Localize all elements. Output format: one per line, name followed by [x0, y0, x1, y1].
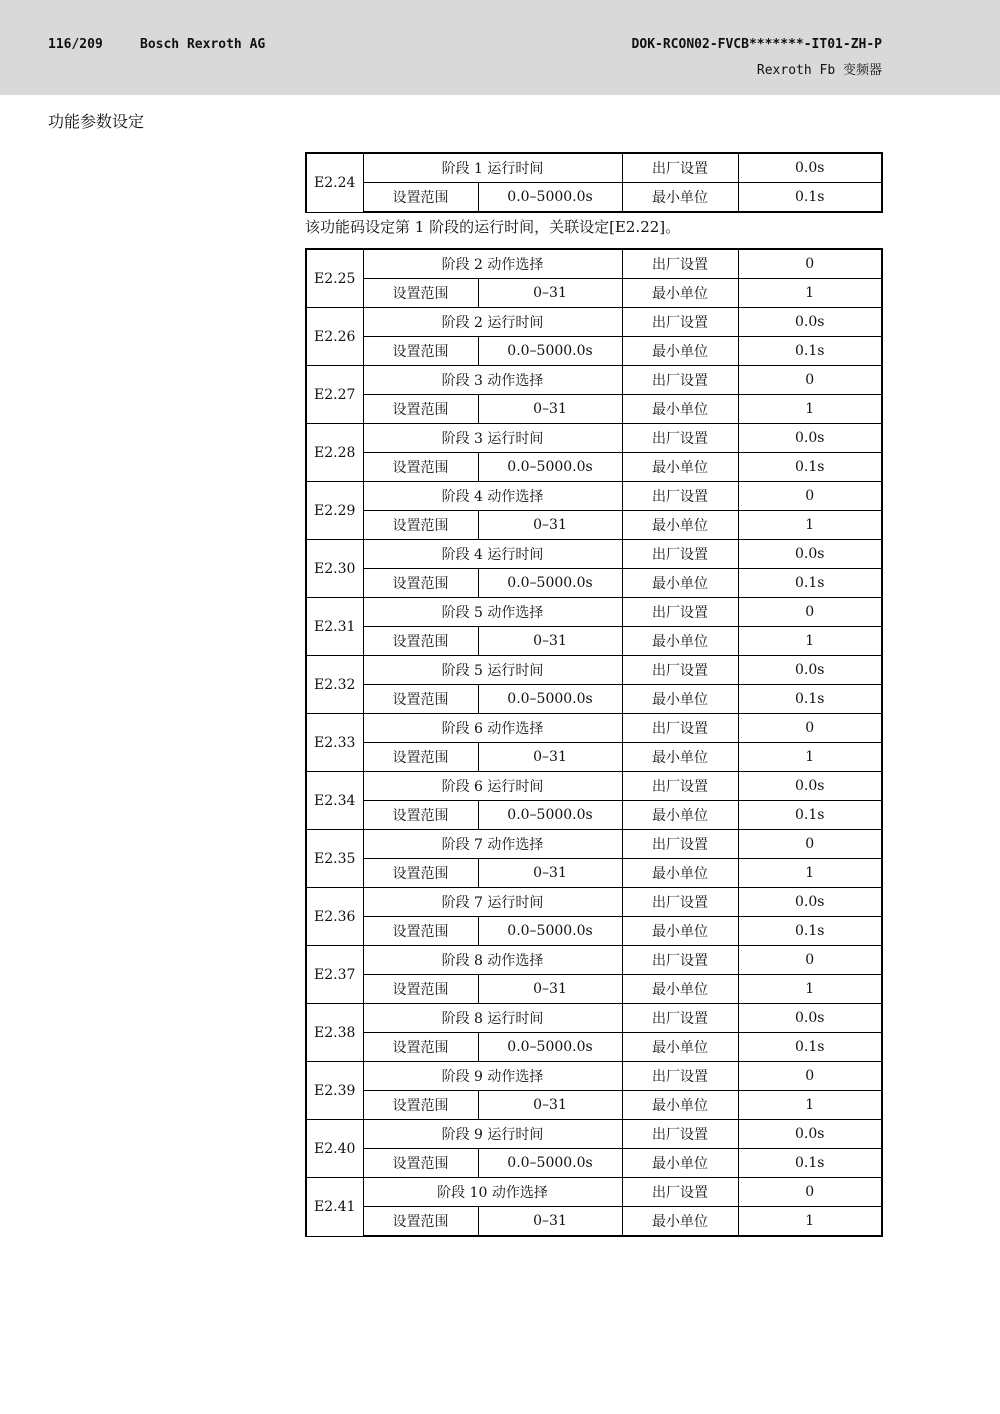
company-name: Bosch Rexroth AG [140, 37, 266, 52]
range-label: 设置范围 [363, 395, 478, 424]
page-header [0, 0, 1000, 95]
unit-label: 最小单位 [622, 1149, 738, 1178]
table-row [306, 1004, 882, 1033]
range-label: 设置范围 [363, 183, 478, 213]
unit-value: 0.1s [738, 337, 882, 366]
unit-label: 最小单位 [622, 627, 738, 656]
param-code: E2.29 [306, 482, 363, 540]
factory-label: 出厂设置 [622, 366, 738, 395]
unit-value: 1 [738, 627, 882, 656]
param-code: E2.28 [306, 424, 363, 482]
factory-label: 出厂设置 [622, 249, 738, 279]
unit-label: 最小单位 [622, 1207, 738, 1237]
table-row [306, 153, 882, 183]
factory-value: 0 [738, 482, 882, 511]
param-code: E2.24 [306, 153, 363, 212]
parameter-table-e2-24 [305, 152, 883, 213]
factory-value: 0 [738, 1062, 882, 1091]
factory-value: 0 [738, 714, 882, 743]
factory-label: 出厂设置 [622, 888, 738, 917]
factory-label: 出厂设置 [622, 153, 738, 183]
unit-label: 最小单位 [622, 279, 738, 308]
section-title: 功能参数设定 [48, 112, 145, 131]
unit-value: 0.1s [738, 1149, 882, 1178]
factory-value: 0 [738, 366, 882, 395]
range-label: 设置范围 [363, 975, 478, 1004]
table-row [306, 395, 882, 424]
factory-label: 出厂设置 [622, 1178, 738, 1207]
unit-label: 最小单位 [622, 801, 738, 830]
factory-value: 0.0s [738, 308, 882, 337]
parameter-table-body [306, 249, 882, 1236]
range-value: 0.0–5000.0s [478, 569, 622, 598]
unit-label: 最小单位 [622, 1033, 738, 1062]
range-label: 设置范围 [363, 801, 478, 830]
table-row [306, 1178, 882, 1207]
param-code: E2.32 [306, 656, 363, 714]
unit-value: 0.1s [738, 801, 882, 830]
range-label: 设置范围 [363, 1149, 478, 1178]
range-value: 0.0–5000.0s [478, 917, 622, 946]
unit-value: 1 [738, 511, 882, 540]
param-name: 阶段 5 运行时间 [363, 656, 622, 685]
table-row [306, 249, 882, 279]
range-label: 设置范围 [363, 1091, 478, 1120]
param-code: E2.40 [306, 1120, 363, 1178]
range-value: 0–31 [478, 395, 622, 424]
param-code: E2.25 [306, 249, 363, 308]
factory-value: 0 [738, 598, 882, 627]
table-row [306, 540, 882, 569]
unit-value: 1 [738, 1091, 882, 1120]
table-row [306, 888, 882, 917]
factory-label: 出厂设置 [622, 482, 738, 511]
table-row [306, 1207, 882, 1237]
range-label: 设置范围 [363, 453, 478, 482]
param-code: E2.33 [306, 714, 363, 772]
range-value: 0.0–5000.0s [478, 685, 622, 714]
factory-label: 出厂设置 [622, 772, 738, 801]
table-row [306, 859, 882, 888]
param-name: 阶段 4 动作选择 [363, 482, 622, 511]
factory-label: 出厂设置 [622, 656, 738, 685]
unit-label: 最小单位 [622, 685, 738, 714]
factory-value: 0.0s [738, 1004, 882, 1033]
factory-value: 0.0s [738, 888, 882, 917]
param-code: E2.39 [306, 1062, 363, 1120]
factory-value: 0.0s [738, 424, 882, 453]
product-name: Rexroth Fb 变频器 [756, 63, 882, 78]
unit-value: 1 [738, 279, 882, 308]
range-label: 设置范围 [363, 743, 478, 772]
table-row [306, 598, 882, 627]
unit-label: 最小单位 [622, 859, 738, 888]
table-row [306, 627, 882, 656]
table-row [306, 743, 882, 772]
range-label: 设置范围 [363, 917, 478, 946]
param-name: 阶段 8 运行时间 [363, 1004, 622, 1033]
factory-label: 出厂设置 [622, 1062, 738, 1091]
table-row [306, 1120, 882, 1149]
param-name: 阶段 9 运行时间 [363, 1120, 622, 1149]
table-row [306, 1033, 882, 1062]
table-row [306, 801, 882, 830]
factory-label: 出厂设置 [622, 1120, 738, 1149]
param-code: E2.27 [306, 366, 363, 424]
table-row [306, 453, 882, 482]
param-code: E2.26 [306, 308, 363, 366]
parameter-table-e2-25-to-e2-41 [305, 248, 883, 1237]
param-name: 阶段 7 动作选择 [363, 830, 622, 859]
factory-label: 出厂设置 [622, 308, 738, 337]
unit-label: 最小单位 [622, 337, 738, 366]
param-name: 阶段 1 运行时间 [363, 153, 622, 183]
range-value: 0–31 [478, 1207, 622, 1237]
range-label: 设置范围 [363, 1207, 478, 1237]
param-name: 阶段 8 动作选择 [363, 946, 622, 975]
unit-value: 0.1s [738, 917, 882, 946]
range-label: 设置范围 [363, 859, 478, 888]
param-name: 阶段 7 运行时间 [363, 888, 622, 917]
unit-value: 0.1s [738, 569, 882, 598]
param-name: 阶段 5 动作选择 [363, 598, 622, 627]
unit-label: 最小单位 [622, 743, 738, 772]
param-code: E2.38 [306, 1004, 363, 1062]
range-label: 设置范围 [363, 279, 478, 308]
range-label: 设置范围 [363, 569, 478, 598]
factory-value: 0 [738, 830, 882, 859]
table-row [306, 308, 882, 337]
range-value: 0.0–5000.0s [478, 453, 622, 482]
unit-value: 1 [738, 975, 882, 1004]
unit-value: 1 [738, 1207, 882, 1237]
range-value: 0–31 [478, 743, 622, 772]
factory-value: 0 [738, 1178, 882, 1207]
factory-label: 出厂设置 [622, 540, 738, 569]
unit-label: 最小单位 [622, 569, 738, 598]
factory-label: 出厂设置 [622, 424, 738, 453]
param-code: E2.34 [306, 772, 363, 830]
table-row [306, 366, 882, 395]
factory-value: 0.0s [738, 540, 882, 569]
param-code: E2.37 [306, 946, 363, 1004]
range-value: 0.0–5000.0s [478, 183, 622, 213]
range-value: 0–31 [478, 627, 622, 656]
param-code: E2.41 [306, 1178, 363, 1237]
table-row [306, 656, 882, 685]
range-label: 设置范围 [363, 627, 478, 656]
range-value: 0.0–5000.0s [478, 337, 622, 366]
range-value: 0–31 [478, 859, 622, 888]
table-row [306, 279, 882, 308]
range-value: 0–31 [478, 511, 622, 540]
table-row [306, 569, 882, 598]
table-row [306, 772, 882, 801]
unit-label: 最小单位 [622, 395, 738, 424]
unit-label: 最小单位 [622, 511, 738, 540]
document-code: DOK-RCON02-FVCB*******-IT01-ZH-P [631, 37, 882, 52]
unit-value: 1 [738, 395, 882, 424]
table-row [306, 1091, 882, 1120]
factory-value: 0.0s [738, 1120, 882, 1149]
unit-label: 最小单位 [622, 975, 738, 1004]
param-name: 阶段 4 运行时间 [363, 540, 622, 569]
range-value: 0–31 [478, 1091, 622, 1120]
unit-label: 最小单位 [622, 917, 738, 946]
factory-value: 0.0s [738, 656, 882, 685]
factory-value: 0.0s [738, 772, 882, 801]
param-name: 阶段 6 动作选择 [363, 714, 622, 743]
unit-label: 最小单位 [622, 1091, 738, 1120]
range-value: 0.0–5000.0s [478, 1149, 622, 1178]
unit-label: 最小单位 [622, 183, 738, 213]
factory-label: 出厂设置 [622, 714, 738, 743]
param-description: 该功能码设定第 1 阶段的运行时间，关联设定[E2.22]。 [305, 218, 681, 236]
factory-value: 0 [738, 249, 882, 279]
table-row [306, 511, 882, 540]
range-value: 0–31 [478, 975, 622, 1004]
range-value: 0–31 [478, 279, 622, 308]
table-row [306, 482, 882, 511]
factory-value: 0.0s [738, 153, 882, 183]
table-row [306, 946, 882, 975]
table-row [306, 975, 882, 1004]
factory-value: 0 [738, 946, 882, 975]
table-row [306, 1062, 882, 1091]
param-name: 阶段 3 运行时间 [363, 424, 622, 453]
param-name: 阶段 2 动作选择 [363, 249, 622, 279]
factory-label: 出厂设置 [622, 946, 738, 975]
page-number: 116/209 [48, 37, 103, 52]
table-row [306, 337, 882, 366]
range-value: 0.0–5000.0s [478, 1033, 622, 1062]
param-code: E2.31 [306, 598, 363, 656]
range-value: 0.0–5000.0s [478, 801, 622, 830]
unit-label: 最小单位 [622, 453, 738, 482]
range-label: 设置范围 [363, 1033, 478, 1062]
unit-value: 0.1s [738, 183, 882, 213]
range-label: 设置范围 [363, 511, 478, 540]
unit-value: 1 [738, 743, 882, 772]
table-row [306, 183, 882, 213]
param-name: 阶段 10 动作选择 [363, 1178, 622, 1207]
table-row [306, 685, 882, 714]
table-row [306, 917, 882, 946]
table-row [306, 830, 882, 859]
unit-value: 0.1s [738, 685, 882, 714]
unit-value: 0.1s [738, 1033, 882, 1062]
param-name: 阶段 2 运行时间 [363, 308, 622, 337]
param-name: 阶段 6 运行时间 [363, 772, 622, 801]
unit-value: 1 [738, 859, 882, 888]
table-row [306, 714, 882, 743]
range-label: 设置范围 [363, 685, 478, 714]
range-label: 设置范围 [363, 337, 478, 366]
param-code: E2.35 [306, 830, 363, 888]
param-code: E2.30 [306, 540, 363, 598]
factory-label: 出厂设置 [622, 1004, 738, 1033]
factory-label: 出厂设置 [622, 598, 738, 627]
factory-label: 出厂设置 [622, 830, 738, 859]
table-row [306, 424, 882, 453]
unit-value: 0.1s [738, 453, 882, 482]
table-row [306, 1149, 882, 1178]
param-code: E2.36 [306, 888, 363, 946]
param-name: 阶段 9 动作选择 [363, 1062, 622, 1091]
param-name: 阶段 3 动作选择 [363, 366, 622, 395]
